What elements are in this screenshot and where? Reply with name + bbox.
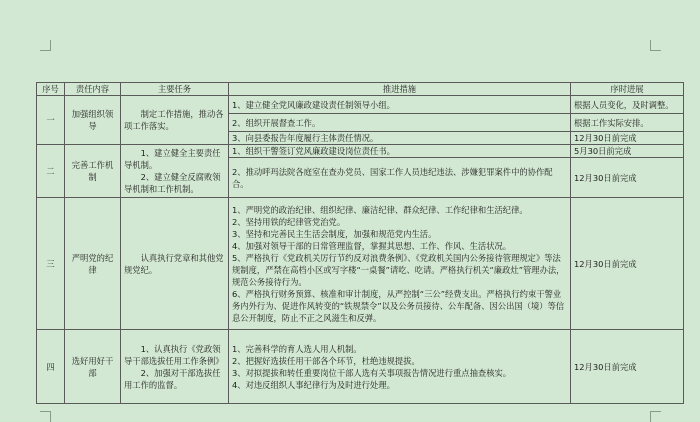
task-part: 2、建立健全反腐败领导机制和工作机制。 (124, 172, 221, 194)
row-seq: 二 (37, 145, 65, 198)
progress-cell: 根据人员变化，及时调整。 (571, 96, 684, 114)
measure-line: 2、把握好选拔任用干部各个环节，杜绝违规提拔。 (232, 355, 420, 366)
measure-cell: 2、组织开展督查工作。 (229, 114, 571, 132)
table-row (37, 330, 684, 404)
crop-mark-top-left (40, 40, 51, 51)
row-seq: 三 (37, 198, 65, 330)
row-task (121, 145, 229, 198)
progress-cell: 12月30日前完成 (571, 158, 684, 198)
crop-mark-bottom-left (40, 411, 51, 422)
task-part: 1、认真执行《党政领导干部选拔任用工作条例》 (124, 343, 224, 366)
progress-cell: 5月30日前完成 (571, 145, 684, 158)
table-row (37, 96, 684, 114)
measure-line: 4、加强对领导干部的日常管理监督，掌握其思想、工作、作风、生活状况。 (232, 240, 512, 251)
row-content: 严明党的纪律 (65, 198, 121, 330)
measure-line: 5、严格执行《党政机关厉行节约反对浪费条例》、《党政机关国内公务接待管理规定》等法规制度，严禁在高档小区或写字楼“一桌餐”请吃、吃请。严格执行机关“廉政灶”管理办法，规范公务接待行为。 (232, 252, 565, 287)
measure-line: 1、严明党的政治纪律、组织纪律、廉洁纪律、群众纪律、工作纪律和生活纪律。 (232, 204, 528, 215)
row-content: 选好用好干部 (65, 330, 121, 404)
header-task: 主要任务 (121, 83, 229, 96)
row-content: 完善工作机制 (65, 145, 121, 198)
measure-cell: 2、推动呼玛法院各庭室在查办党员、国家工作人员违纪违法、涉嫌犯罪案件中的协作配合。 (229, 158, 571, 198)
progress-cell: 12月30日前完成 (571, 132, 684, 145)
row-task (121, 330, 229, 404)
measure-line: 3、对拟提拔和转任重要岗位干部人选有关事项报告情况进行重点抽查核实。 (232, 367, 512, 378)
row-task: 认真执行党章和其他党规党纪。 (121, 198, 229, 330)
table-row (37, 145, 684, 158)
measure-line: 6、严格执行财务预算、核准和审计制度，从严控制“三公”经费支出。严格执行约束干警业务内外行为、促进作风转变的“铁规禁令”以及公务员接待、公车配备、因公出国（境）等信息公开制度，防止不正之风滋生和反弹。 (232, 288, 565, 323)
header-measures: 推进措施 (229, 83, 571, 96)
crop-mark-top-right (650, 40, 661, 51)
measure-line: 3、坚持和完善民主生活会制度，加强和规范党内生活。 (232, 228, 437, 239)
task-part: 2、加强对干部选拔任用工作的监督。 (124, 367, 221, 390)
crop-mark-bottom-right (650, 411, 661, 422)
header-seq: 序号 (37, 83, 65, 96)
row-content: 加强组织领导 (65, 96, 121, 145)
task-part: 1、建立健全主要责任导机制。 (124, 148, 221, 170)
measure-cell: 3、向县委报告年度履行主体责任情况。 (229, 132, 571, 145)
measure-cell (229, 198, 571, 330)
measure-cell: 1、建立健全党风廉政建设责任制领导小组。 (229, 96, 571, 114)
table-row (37, 198, 684, 330)
measure-line: 2、坚持用铁的纪律管党治党。 (232, 216, 346, 227)
progress-cell: 根据工作实际安排。 (571, 114, 684, 132)
progress-cell: 12月30日前完成 (571, 198, 684, 330)
row-seq: 一 (37, 96, 65, 145)
measure-cell: 1、组织干警签订党风廉政建设岗位责任书。 (229, 145, 571, 158)
header-progress: 序时进展 (571, 83, 684, 96)
measure-cell (229, 330, 571, 404)
progress-cell: 12月30日前完成 (571, 330, 684, 404)
header-content: 责任内容 (65, 83, 121, 96)
measure-line: 4、对违反组织人事纪律行为及时进行处理。 (232, 379, 395, 390)
row-task: 制定工作措施，推动各项工作落实。 (121, 96, 229, 145)
measure-line: 1、完善科学的育人选人用人机制。 (232, 343, 362, 354)
responsibility-table (36, 82, 684, 404)
row-seq: 四 (37, 330, 65, 404)
table-header-row (37, 83, 684, 96)
